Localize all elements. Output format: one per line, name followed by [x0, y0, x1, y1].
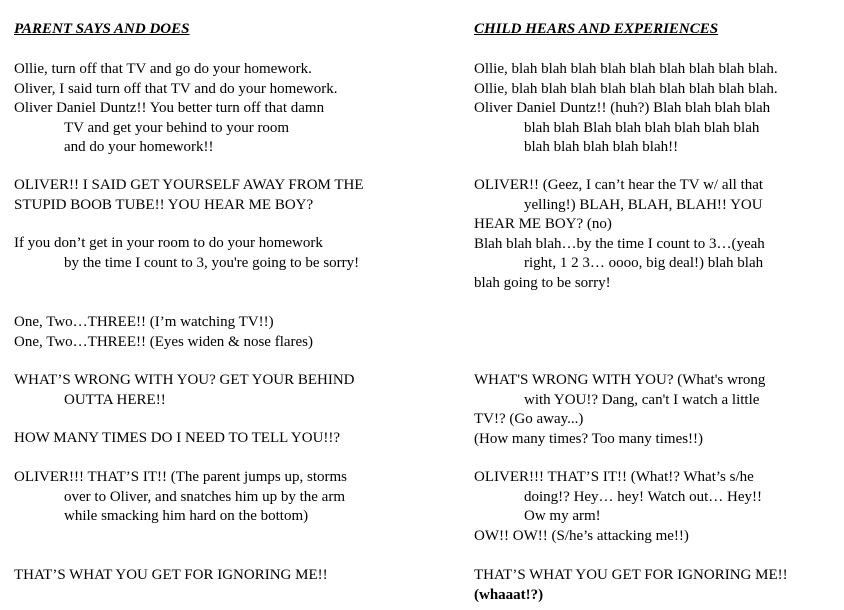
text-line: Oliver Daniel Duntz!! (huh?) Blah blah blah blah	[474, 100, 771, 117]
text-line: STUPID BOOB TUBE!! YOU HEAR ME BOY?	[14, 196, 314, 213]
text-line: One, Two…THREE!! (I’m watching TV!!)	[14, 314, 274, 330]
parent-block-threat	[14, 234, 359, 273]
parent-block-whats-wrong	[14, 371, 355, 410]
text-line: Blah blah blah…by the time I count to 3…(yeah	[474, 235, 765, 252]
parent-block-how-many	[14, 429, 340, 449]
child-heading: CHILD HEARS AND EXPERIENCES	[474, 21, 719, 37]
text-line: yelling!) BLAH, BLAH, BLAH!! YOU	[524, 196, 763, 213]
text-line: (How many times? Too many times!!)	[474, 430, 704, 447]
text-line: TV and get your behind to your room	[64, 119, 290, 136]
child-block-geez	[474, 176, 765, 294]
text-line: doing!? Hey… hey! Watch out… Hey!!	[524, 488, 763, 505]
text-line: Oliver, I said turn off that TV and do your homework.	[14, 80, 338, 97]
text-line: while smacking him hard on the bottom)	[64, 508, 309, 525]
text-line: Ollie, blah blah blah blah blah blah blah blah blah.	[474, 80, 778, 97]
text-line: blah blah Blah blah blah blah blah blah	[524, 119, 760, 136]
parent-block-count	[14, 313, 313, 352]
text-line: Oliver Daniel Duntz!! You better turn off that damn	[14, 100, 325, 117]
parent-block-homework	[14, 60, 338, 158]
text-line: right, 1 2 3… oooo, big deal!) blah blah	[524, 255, 764, 272]
text-line: TV!? (Go away...)	[474, 411, 584, 428]
text-line: and do your homework!!	[64, 139, 214, 156]
parent-block-boob-tube	[14, 176, 364, 215]
text-line: by the time I count to 3, you're going to be sorry!	[64, 254, 360, 271]
parent-block-thats-it	[14, 468, 347, 527]
text-line: over to Oliver, and snatches him up by the arm	[64, 488, 345, 505]
text-line: OLIVER!!! THAT’S IT!! (What!? What’s s/he	[474, 469, 754, 485]
parent-block-ignoring	[14, 566, 328, 586]
child-block-ignoring	[474, 566, 788, 605]
text-line: OLIVER!! (Geez, I can’t hear the TV w/ all that	[474, 177, 764, 193]
text-line: OLIVER!!! THAT’S IT!! (The parent jumps up, storms	[14, 469, 347, 485]
text-line: with YOU!? Dang, can't I watch a little	[524, 391, 760, 408]
text-line: OW!! OW!! (S/he’s attacking me!!)	[474, 527, 689, 544]
parent-heading: PARENT SAYS AND DOES	[14, 21, 190, 37]
text-line: Ow my arm!	[524, 508, 601, 525]
text-line: Ollie, turn off that TV and go do your homework.	[14, 61, 312, 77]
text-line: If you don’t get in your room to do your homework	[14, 235, 323, 251]
text-line: Ollie, blah blah blah blah blah blah blah blah blah.	[474, 61, 778, 77]
text-line: WHAT’S WRONG WITH YOU? GET YOUR BEHIND	[14, 372, 355, 388]
child-block-blah	[474, 60, 778, 158]
text-line: HEAR ME BOY? (no)	[474, 216, 612, 233]
text-line: blah going to be sorry!	[474, 274, 611, 291]
text-line: blah blah blah blah blah!!	[524, 139, 679, 156]
text-line: HOW MANY TIMES DO I NEED TO TELL YOU!!?	[14, 430, 341, 446]
text-line: WHAT'S WRONG WITH YOU? (What's wrong	[474, 372, 766, 388]
text-line: OLIVER!! I SAID GET YOURSELF AWAY FROM THE	[14, 177, 364, 193]
text-line-bold: (whaaat!?)	[474, 586, 544, 603]
text-line: THAT’S WHAT YOU GET FOR IGNORING ME!!	[14, 567, 328, 583]
text-line: THAT’S WHAT YOU GET FOR IGNORING ME!!	[474, 567, 788, 583]
text-line: One, Two…THREE!! (Eyes widen & nose flares)	[14, 333, 314, 350]
child-block-whats-wrong	[474, 371, 765, 449]
text-line: OUTTA HERE!!	[64, 391, 166, 408]
child-block-attack	[474, 468, 762, 546]
